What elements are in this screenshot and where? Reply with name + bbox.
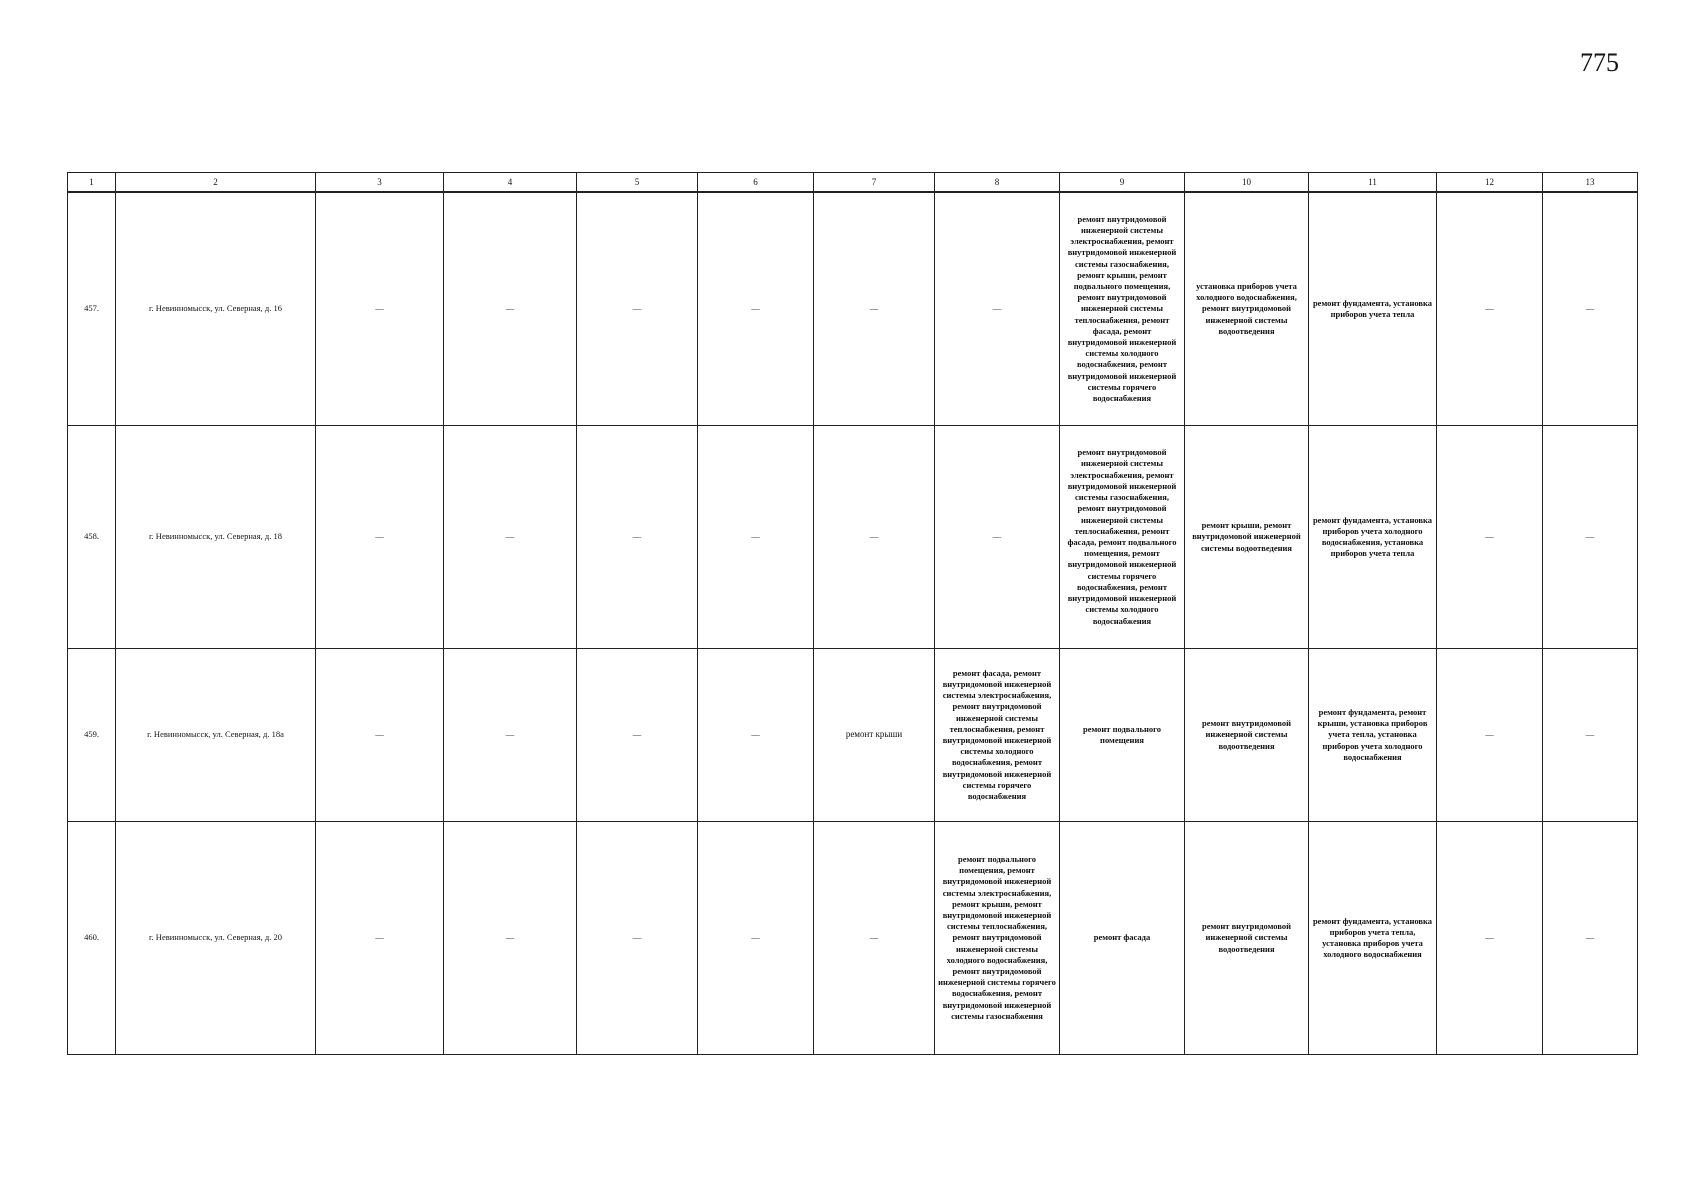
column-header: 1 xyxy=(68,173,116,193)
works-cell: ремонт внутридомовой инженерной системы водоотведения xyxy=(1185,822,1309,1055)
address-cell: г. Невинномысск, ул. Северная, д. 18 xyxy=(116,426,316,649)
dash-cell: — xyxy=(316,192,444,426)
works-cell: ремонт крыши, ремонт внутридомовой инженерной системы водоотведения xyxy=(1185,426,1309,649)
dash-cell: — xyxy=(1543,426,1638,649)
dash-cell: — xyxy=(814,822,935,1055)
dash-cell: — xyxy=(698,192,814,426)
row-number-cell: 460. xyxy=(68,822,116,1055)
dash-cell: — xyxy=(577,649,698,822)
column-header: 6 xyxy=(698,173,814,193)
dash-cell: — xyxy=(444,649,577,822)
works-cell: ремонт подвального помещения xyxy=(1060,649,1185,822)
works-cell: ремонт фундамента, установка приборов учета холодного водоснабжения, установка приборов учета тепла xyxy=(1309,426,1437,649)
column-header: 8 xyxy=(935,173,1060,193)
column-header: 5 xyxy=(577,173,698,193)
dash-cell: — xyxy=(935,426,1060,649)
column-header: 7 xyxy=(814,173,935,193)
dash-cell: — xyxy=(577,426,698,649)
column-header: 3 xyxy=(316,173,444,193)
table-row xyxy=(68,649,1638,822)
works-cell: ремонт фундамента, установка приборов учета тепла, установка приборов учета холодного водоснабжения xyxy=(1309,822,1437,1055)
dash-cell: — xyxy=(814,192,935,426)
works-cell: ремонт фундамента, установка приборов учета тепла xyxy=(1309,192,1437,426)
table-row xyxy=(68,426,1638,649)
column-header: 10 xyxy=(1185,173,1309,193)
column-number-header-row xyxy=(68,173,1638,193)
dash-cell: — xyxy=(577,822,698,1055)
works-cell: установка приборов учета холодного водоснабжения, ремонт внутридомовой инженерной системы водоотведения xyxy=(1185,192,1309,426)
row-number-cell: 457. xyxy=(68,192,116,426)
page-number: 775 xyxy=(1580,48,1619,77)
dash-cell: — xyxy=(698,426,814,649)
works-cell: ремонт подвального помещения, ремонт внутридомовой инженерной системы электроснабжения, ремонт крыши, ремонт внутридомовой инженерной системы теплоснабжения, ремонт внутридомовой инженерной системы холодного водоснабжения, ремонт внутридомовой инженерной системы горячего водоснабжения, ремонт внутридомовой инженерной системы газоснабжения xyxy=(935,822,1060,1055)
table-row xyxy=(68,822,1638,1055)
column-header: 12 xyxy=(1437,173,1543,193)
works-cell: ремонт крыши xyxy=(814,649,935,822)
column-header: 2 xyxy=(116,173,316,193)
works-cell: ремонт фасада, ремонт внутридомовой инженерной системы электроснабжения, ремонт внутридомовой инженерной системы теплоснабжения, ремонт внутридомовой инженерной системы холодного водоснабжения, ремонт внутридомовой инженерной системы горячего водоснабжения xyxy=(935,649,1060,822)
dash-cell: — xyxy=(1437,192,1543,426)
dash-cell: — xyxy=(698,822,814,1055)
dash-cell: — xyxy=(1437,822,1543,1055)
dash-cell: — xyxy=(444,426,577,649)
works-cell: ремонт внутридомовой инженерной системы электроснабжения, ремонт внутридомовой инженерной системы газоснабжения, ремонт внутридомовой инженерной системы теплоснабжения, ремонт фасада, ремонт подвального помещения, ремонт внутридомовой инженерной системы горячего водоснабжения, ремонт внутридомовой инженерной системы холодного водоснабжения xyxy=(1060,426,1185,649)
works-cell: ремонт фасада xyxy=(1060,822,1185,1055)
works-cell: ремонт фундамента, ремонт крыши, установка приборов учета тепла, установка приборов учета холодного водоснабжения xyxy=(1309,649,1437,822)
address-cell: г. Невинномысск, ул. Северная, д. 16 xyxy=(116,192,316,426)
works-cell: ремонт внутридомовой инженерной системы электроснабжения, ремонт внутридомовой инженерной системы газоснабжения, ремонт крыши, ремонт подвального помещения, ремонт внутридомовой инженерной системы теплоснабжения, ремонт фасада, ремонт внутридомовой инженерной системы холодного водоснабжения, ремонт внутридомовой инженерной системы горячего водоснабжения xyxy=(1060,192,1185,426)
dash-cell: — xyxy=(316,649,444,822)
schedule-table xyxy=(67,172,1638,1055)
column-header: 9 xyxy=(1060,173,1185,193)
dash-cell: — xyxy=(1543,649,1638,822)
address-cell: г. Невинномысск, ул. Северная, д. 20 xyxy=(116,822,316,1055)
dash-cell: — xyxy=(316,426,444,649)
table-row xyxy=(68,192,1638,426)
dash-cell: — xyxy=(935,192,1060,426)
dash-cell: — xyxy=(444,822,577,1055)
column-header: 13 xyxy=(1543,173,1638,193)
dash-cell: — xyxy=(1437,426,1543,649)
column-header: 11 xyxy=(1309,173,1437,193)
dash-cell: — xyxy=(444,192,577,426)
dash-cell: — xyxy=(1543,192,1638,426)
capital-repair-schedule-table xyxy=(67,172,1637,1055)
row-number-cell: 459. xyxy=(68,649,116,822)
address-cell: г. Невинномысск, ул. Северная, д. 18а xyxy=(116,649,316,822)
dash-cell: — xyxy=(1437,649,1543,822)
dash-cell: — xyxy=(316,822,444,1055)
dash-cell: — xyxy=(1543,822,1638,1055)
column-header: 4 xyxy=(444,173,577,193)
works-cell: ремонт внутридомовой инженерной системы водоотведения xyxy=(1185,649,1309,822)
dash-cell: — xyxy=(698,649,814,822)
dash-cell: — xyxy=(577,192,698,426)
dash-cell: — xyxy=(814,426,935,649)
row-number-cell: 458. xyxy=(68,426,116,649)
